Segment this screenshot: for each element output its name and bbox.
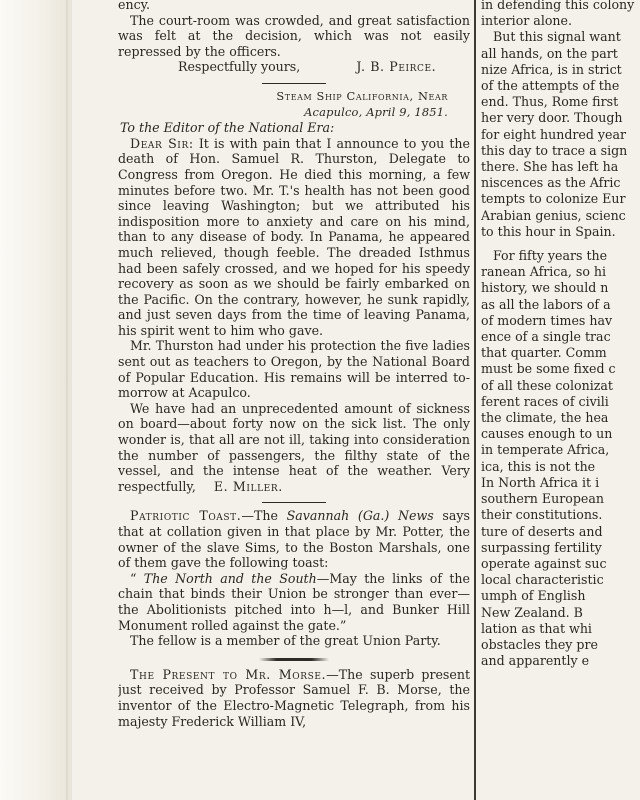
right-column-line: local characteristic: [481, 572, 604, 588]
letter-salutation: Dear Sir:: [130, 135, 194, 151]
right-column-line: their constitutions.: [481, 507, 603, 523]
right-column-line: lation as that whi: [481, 620, 592, 636]
newspaper-name: Savannah (Ga.) News: [286, 508, 434, 524]
present-paragraph: [118, 667, 470, 729]
right-column-line: in defending this colony: [481, 0, 635, 12]
right-column-line: this day to trace a sign: [481, 142, 628, 158]
section-divider: [262, 83, 326, 84]
present-heading: The Present to Mr. Morse.: [130, 666, 327, 682]
right-column-line: ica, this is not the: [481, 458, 596, 474]
right-column-line: tempts to colonize Eur: [481, 191, 626, 207]
right-column-line: niscences as the Afric: [481, 175, 621, 191]
right-column-line: ranean Africa, so hi: [481, 264, 607, 280]
salutation-text: Respectfully yours,: [178, 59, 301, 75]
right-column-line: as all the labors of a: [481, 296, 611, 312]
right-column-line: for eight hundred year: [481, 126, 627, 142]
right-column-line: southern European: [481, 491, 604, 507]
right-column-line: ence of a single trac: [481, 329, 611, 345]
letter-signature: E. Miller.: [213, 478, 283, 494]
right-column-line: of modern times hav: [481, 312, 613, 328]
toast-quote-text: —May the links of the chain that binds their Union be stronger than ever—the Abolitionists pitched into h—l, and Bunker Hill Monument rolled against the gate.”: [118, 570, 470, 633]
right-column-line: surpassing fertility: [481, 539, 602, 555]
right-column-line: umph of English: [481, 588, 586, 604]
toast-paragraph: [118, 508, 470, 570]
right-column-line: New Zealand. B: [481, 604, 583, 620]
toast-dash: —The: [241, 508, 278, 524]
right-column-line: in temperate Africa,: [481, 442, 610, 458]
addressee: To the Editor of the National Era:: [120, 120, 335, 136]
dateline-line-2: Acapulco, April 9, 1851.: [304, 104, 448, 119]
right-column-line: her very door. Though: [481, 110, 623, 126]
toast-title: The North and the South: [143, 570, 317, 586]
right-column-line: causes enough to un: [481, 426, 613, 442]
letter-text-3: We have had an unprecedented amount of sickness on board—about forty now on the sick list. The only wonder is, that all are not ill, taking into consideration the number of passengers, the filthy state of the vessel, and the intense heat of the weather. Very respectfully,: [118, 400, 470, 494]
right-column-line: of all these colonizat: [481, 377, 613, 393]
right-column-line: end. Thus, Rome first: [481, 94, 619, 110]
right-column-line: and apparently e: [481, 653, 590, 669]
section-divider: [262, 502, 326, 503]
toast-quote: [118, 571, 470, 633]
signature-name: J. B. Peirce.: [356, 59, 437, 75]
right-column-line: to this hour in Spain.: [481, 223, 616, 239]
right-column-line: all hands, on the part: [481, 45, 618, 61]
right-column-line: But this signal want: [493, 29, 621, 45]
right-column-line: interior alone.: [481, 13, 572, 29]
right-column-line: must be some fixed c: [481, 361, 616, 377]
sign-line: [118, 59, 470, 75]
right-column-line: nize Africa, is in strict: [481, 61, 622, 77]
right-column-line: obstacles they pre: [481, 636, 598, 652]
right-column-line: In North Africa it i: [481, 474, 600, 490]
toast-text: says that at collation given in that place by Mr. Potter, the owner of the slave Sims, to the Boston Marshals, one of them gave the following toast:: [118, 508, 470, 571]
letter-paragraph-2: Mr. Thurston had under his protection the five ladies sent out as teachers to Oregon, by the National Board of Popular Education. His remains will be interred to-morrow at Acapulco.: [118, 338, 470, 401]
toast-heading: Patriotic Toast.: [130, 508, 242, 524]
letter-paragraph-3: [118, 401, 470, 495]
column-rule: [474, 0, 476, 800]
fragment-line: ency.: [118, 0, 151, 12]
letter-paragraph-1: [118, 136, 470, 339]
courtroom-paragraph: The court-room was crowded, and great satisfaction was felt at the decision, which was not easily repressed by the officers.: [118, 12, 470, 59]
page-fold: [66, 0, 68, 800]
right-column-line: ferent races of civili: [481, 393, 609, 409]
right-column: [479, 0, 640, 800]
right-column-line: ture of deserts and: [481, 523, 603, 539]
right-column-line: history, we should n: [481, 280, 609, 296]
section-divider: [259, 658, 329, 661]
right-column-line: operate against suc: [481, 555, 607, 571]
present-text: —The superb present just received by Professor Samuel F. B. Morse, the inventor of the Electro-Magnetic Telegraph, from his majesty Frederick William IV,: [118, 666, 470, 729]
right-column-line: of the attempts of the: [481, 78, 620, 94]
letter-text-1: It is with pain that I announce to you the death of Hon. Samuel R. Thurston, Delegate to Congress from Oregon. He died this morning, a few minutes before two. Mr. T.'s health has not been good since leaving Washington; but we attributed his indisposition more to anxiety and care on his mind, than to any disease of body. In Panama, he appeared much relieved, though feeble. The dreaded Isthmus had been safely crossed, and we hoped for his speedy recovery as soon as we should be fairly embarked on the Pacific. On the contrary, however, he sunk rapidly, and just seven days from the time of leaving Panama, his spirit went to him who gave.: [118, 135, 470, 338]
right-column-line: Arabian genius, scienc: [481, 207, 626, 223]
page-margin: [0, 0, 72, 800]
toast-followup: The fellow is a member of the great Union Party.: [130, 633, 441, 649]
right-column-line: For fifty years the: [493, 248, 608, 264]
dateline-line-1: Steam Ship California, Near: [276, 88, 448, 103]
quote-open: “: [130, 570, 137, 586]
main-column: [118, 0, 470, 800]
right-column-line: the climate, the hea: [481, 410, 609, 426]
right-column-line: that quarter. Comm: [481, 345, 607, 361]
right-column-line: there. She has left ha: [481, 159, 619, 175]
